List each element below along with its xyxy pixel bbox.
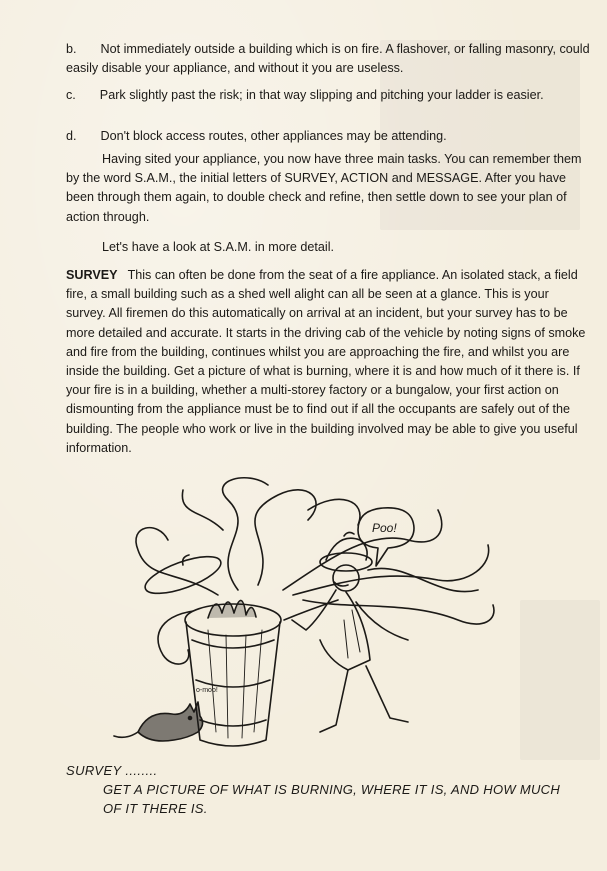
caption-body: GET A PICTURE OF WHAT IS BURNING, WHERE IT IS, AND HOW MUCH OF IT THERE IS. bbox=[103, 782, 561, 816]
paragraph-b-label: b. bbox=[66, 42, 77, 56]
smoke-swirl bbox=[136, 528, 218, 595]
paragraph-b-text: Not immediately outside a building which is on fire. A flashover, or falling masonry, could easily disable your appliance, and without it you are useless. bbox=[66, 42, 590, 76]
fireman-leg bbox=[320, 670, 348, 732]
flame bbox=[208, 600, 256, 618]
paragraph-detail bbox=[66, 238, 590, 257]
paragraph-survey bbox=[66, 266, 590, 458]
cat-sound-text: o-moo! bbox=[196, 687, 218, 694]
paragraph-tasks-text: Having sited your appliance, you now have three main tasks. You can remember them by the word S.A.M., the initial letters of SURVEY, ACTION and MESSAGE. After you have been through them again, to double check and refine, then settle down to see your plan of action through. bbox=[66, 152, 582, 224]
show-through-shade bbox=[520, 600, 600, 760]
paragraph-d bbox=[66, 127, 590, 146]
dustbin-lid bbox=[141, 549, 225, 601]
fireman-leg bbox=[366, 666, 408, 722]
smoke-swirl bbox=[368, 568, 478, 591]
smoke-swirl bbox=[293, 545, 489, 595]
speech-bubble-text: Poo! bbox=[372, 521, 397, 535]
fireman-head bbox=[333, 565, 359, 591]
paragraph-tasks bbox=[66, 150, 590, 227]
fireman-arm bbox=[284, 600, 338, 620]
smoke-swirl bbox=[303, 600, 494, 624]
paragraph-b bbox=[66, 40, 590, 78]
smoke-swirl bbox=[255, 490, 316, 585]
paragraph-c-label: c. bbox=[66, 88, 76, 102]
paragraph-c bbox=[66, 86, 590, 105]
paragraph-c-text: Park slightly past the risk; in that way slipping and pitching your ladder is easier. bbox=[99, 88, 544, 102]
paragraph-detail-text: Let's have a look at S.A.M. in more detail. bbox=[102, 240, 335, 254]
caption-title: SURVEY ........ bbox=[66, 763, 158, 778]
cat bbox=[138, 702, 203, 741]
survey-lead-word: SURVEY bbox=[66, 268, 118, 282]
fireman-dustbin-illustration bbox=[108, 470, 508, 760]
paragraph-d-label: d. bbox=[66, 129, 77, 143]
paragraph-survey-text: This can often be done from the seat of a fire appliance. An isolated stack, a field fire, a small building such as a shed well alight can all be seen at a glance. This is your survey. All firemen do this automatically on arrival at an incident, but your survey has to be more detailed and accurate. It starts in the driving cab of the vehicle by noting signs of smoke and fire from the building, continues whilst you are approaching the fire, and whilst you are inside the building. Get a picture of what is burning, where it is and how much of it there is. If your fire is in a building, whether a multi-storey factory or a bungalow, your first action on dismounting from the appliance must be to find out if all the occupants are safely out of the building. The people who work or live in the building involved may be able to give you useful information. bbox=[66, 268, 586, 455]
smoke-swirl bbox=[182, 490, 223, 530]
paragraph-d-text: Don't block access routes, other appliances may be attending. bbox=[100, 129, 447, 143]
